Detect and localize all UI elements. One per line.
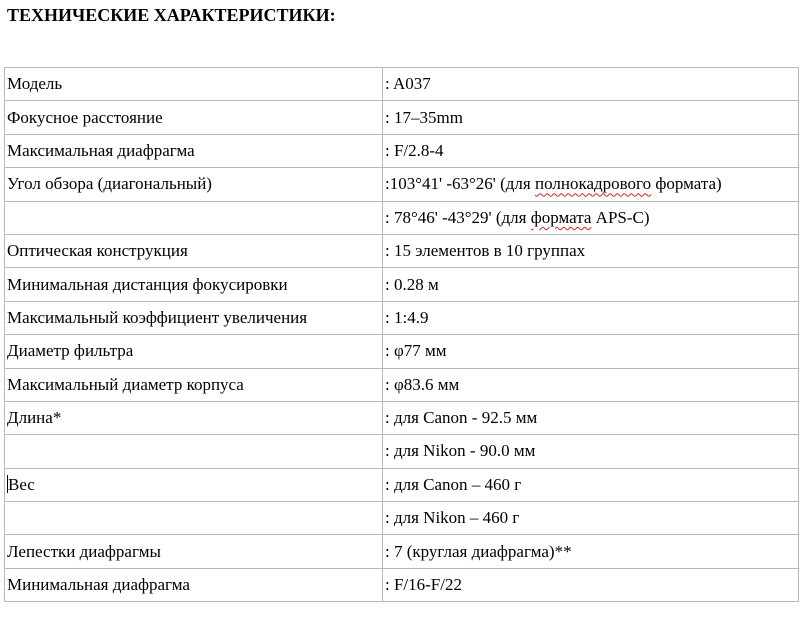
specs-table (4, 67, 799, 602)
spec-value-max-body-diameter: : φ83.6 мм (383, 368, 799, 401)
spec-label-aperture-blades: Лепестки диафрагмы (5, 535, 383, 568)
spec-value-focal-length: : 17–35mm (383, 101, 799, 134)
value-text: формата) (651, 174, 722, 194)
spec-value-weight-canon: : для Canon – 460 г (383, 468, 799, 501)
spec-label-empty (5, 201, 383, 234)
spec-value-min-aperture: : F/16-F/22 (383, 568, 799, 601)
table-row (5, 101, 799, 134)
spec-label-min-aperture: Минимальная диафрагма (5, 568, 383, 601)
table-row (5, 502, 799, 535)
value-text: :103°41' -63°26' (для (385, 174, 535, 194)
table-row (5, 301, 799, 334)
spec-label-max-magnification: Максимальный коэффициент увеличения (5, 301, 383, 334)
table-row (5, 468, 799, 501)
spec-value-weight-nikon: : для Nikon – 460 г (383, 502, 799, 535)
spellcheck-word: полнокадрового (534, 174, 652, 194)
spec-label-angle-of-view: Угол обзора (диагональный) (5, 168, 383, 201)
spec-label-model: Модель (5, 68, 383, 101)
value-text: : 78°46' -43°29' (для (385, 207, 531, 227)
spec-label-min-focus-distance: Минимальная дистанция фокусировки (5, 268, 383, 301)
document-title: ТЕХНИЧЕСКИЕ ХАРАКТЕРИСТИКИ: (7, 5, 336, 25)
value-text: APS-C) (591, 207, 650, 227)
table-row (5, 268, 799, 301)
spellcheck-word: формата (530, 207, 592, 227)
spec-label-max-body-diameter: Максимальный диаметр корпуса (5, 368, 383, 401)
spec-value-max-aperture: : F/2.8-4 (383, 134, 799, 167)
table-row (5, 335, 799, 368)
spec-value-min-focus-distance: : 0.28 м (383, 268, 799, 301)
table-row (5, 201, 799, 234)
spec-value-length-nikon: : для Nikon - 90.0 мм (383, 435, 799, 468)
spec-value-max-magnification: : 1:4.9 (383, 301, 799, 334)
table-row (5, 234, 799, 267)
spec-label-empty (5, 435, 383, 468)
table-row (5, 68, 799, 101)
spec-label-optical-construction: Оптическая конструкция (5, 234, 383, 267)
spec-label-filter-diameter: Диаметр фильтра (5, 335, 383, 368)
spec-value-model: : A037 (383, 68, 799, 101)
spec-label-focal-length: Фокусное расстояние (5, 101, 383, 134)
spec-value-optical-construction: : 15 элементов в 10 группах (383, 234, 799, 267)
spec-label-weight: Вес (8, 474, 35, 494)
spec-label-max-aperture: Максимальная диафрагма (5, 134, 383, 167)
spec-label-empty (5, 502, 383, 535)
spec-value-length-canon: : для Canon - 92.5 мм (383, 401, 799, 434)
table-row (5, 368, 799, 401)
spec-value-aperture-blades: : 7 (круглая диафрагма)** (383, 535, 799, 568)
table-row (5, 401, 799, 434)
spec-value-angle-of-view-aps-c (383, 201, 799, 234)
spec-label-length: Длина* (5, 401, 383, 434)
table-row (5, 435, 799, 468)
spec-value-angle-of-view-full-frame (383, 168, 799, 201)
table-row (5, 134, 799, 167)
spec-label-weight-cell[interactable] (5, 468, 383, 501)
table-row (5, 168, 799, 201)
table-row (5, 535, 799, 568)
table-row (5, 568, 799, 601)
spec-value-filter-diameter: : φ77 мм (383, 335, 799, 368)
